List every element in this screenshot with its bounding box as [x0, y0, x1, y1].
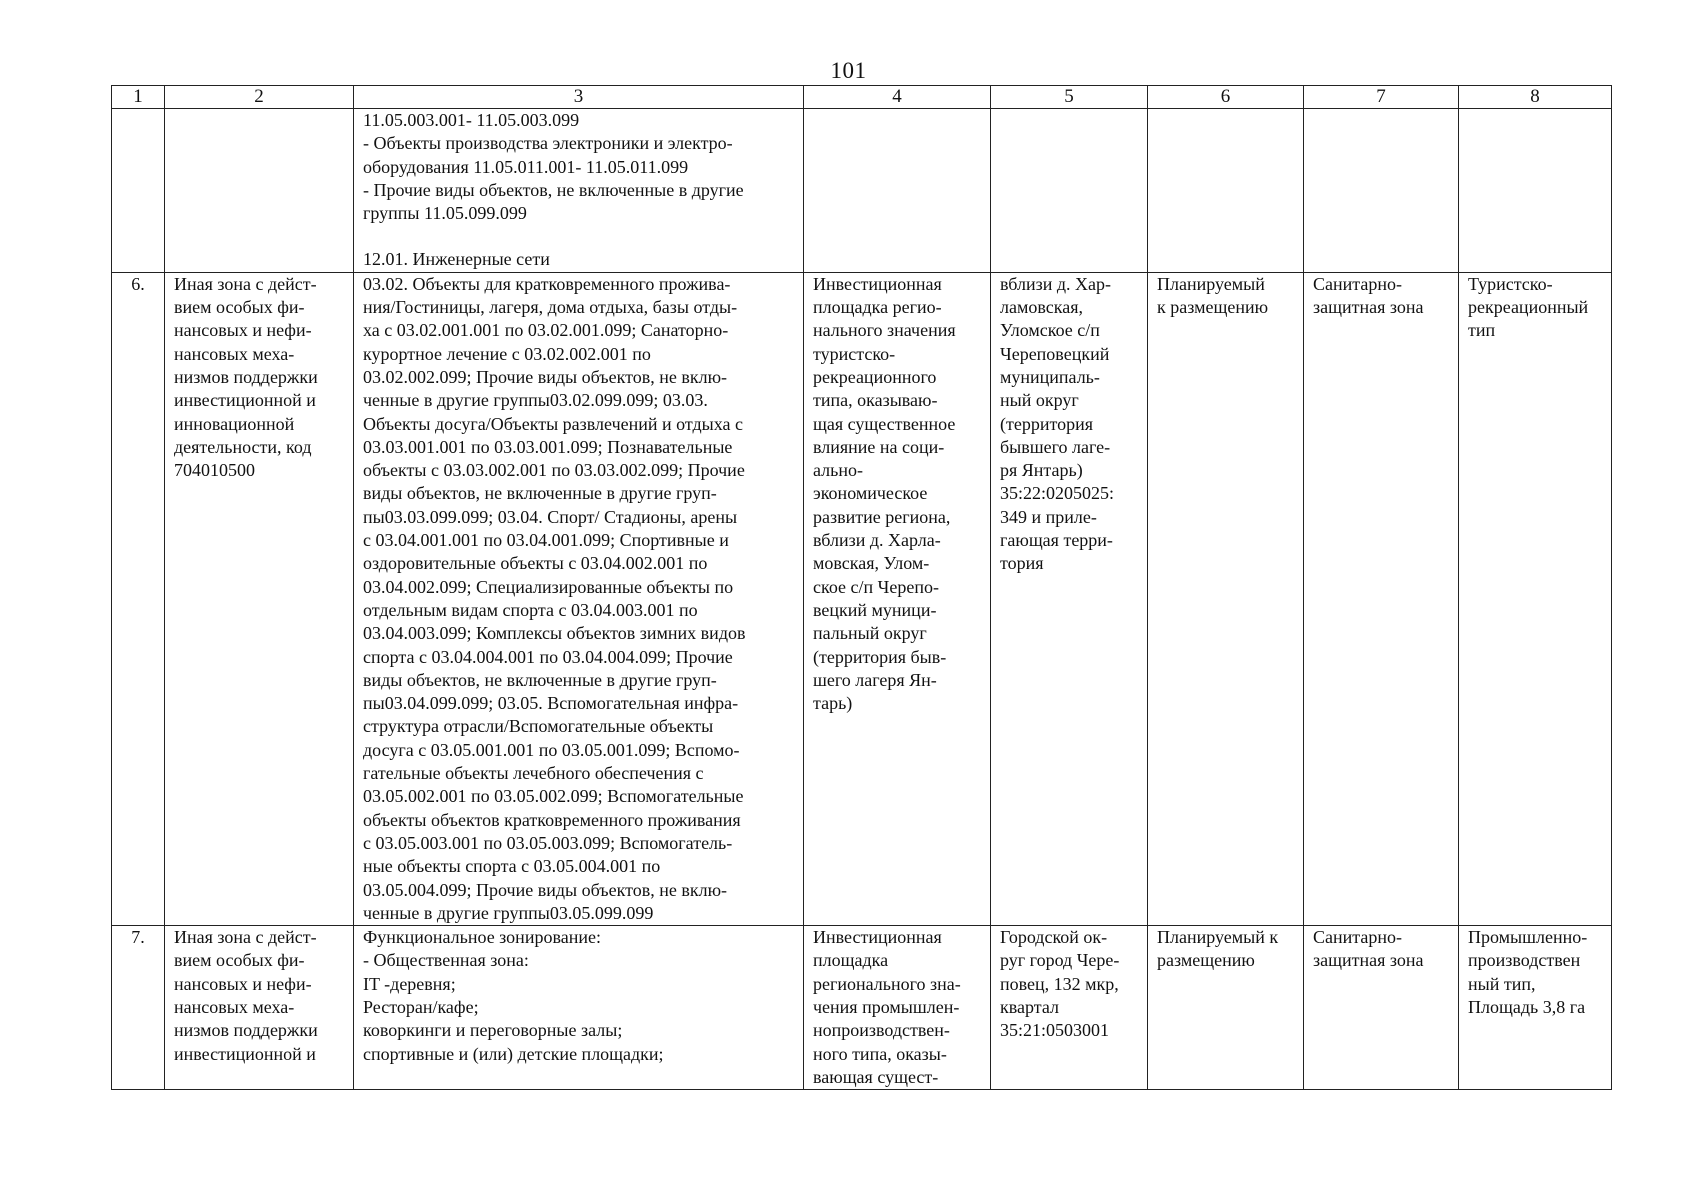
- row6-status: [1148, 272, 1304, 925]
- text-line: спортивные и (или) детские площадки;: [363, 1043, 664, 1064]
- cont-engineering-networks: 12.01. Инженерные сети: [363, 249, 550, 270]
- text-line: курортное лечение с 03.02.002.001 по: [363, 343, 651, 364]
- text-line: Планируемый: [1157, 273, 1265, 294]
- text-line: к размещению: [1157, 297, 1269, 318]
- text-line: 03.04.002.099; Специализированные объекты по: [363, 576, 734, 597]
- text-line: (территория: [1000, 413, 1094, 434]
- text-line: досуга с 03.05.001.001 по 03.05.001.099; Вспомо-: [363, 739, 740, 760]
- text-line: руг город Чере-: [1000, 950, 1120, 971]
- text-line: Функциональное зонирование:: [363, 927, 601, 948]
- text-line: Городской ок-: [1000, 927, 1108, 948]
- text-line: типа, оказываю-: [813, 390, 938, 411]
- text-line: 11.05.003.001- 11.05.003.099: [363, 110, 580, 130]
- text-line: 03.02. Объекты для кратковременного прожива-: [363, 273, 731, 294]
- text-line: вающая сущест-: [813, 1066, 939, 1087]
- text-line: ря Янтарь): [1000, 460, 1083, 481]
- cont-cell-1: [112, 109, 165, 273]
- text-line: бывшего лаге-: [1000, 436, 1111, 457]
- text-line: тип: [1468, 320, 1496, 341]
- text-line: ный тип,: [1468, 973, 1536, 994]
- text-line: площадка: [813, 950, 889, 971]
- text-line: спорта с 03.04.004.001 по 03.04.004.099; Прочие: [363, 646, 733, 667]
- text-line: Иная зона с дейст-: [174, 927, 317, 948]
- text-line: ный округ: [1000, 390, 1079, 411]
- text-line: квартал: [1000, 996, 1059, 1017]
- text-line: оздоровительные объекты с 03.04.002.001 по: [363, 553, 708, 574]
- text-line: 704010500: [174, 460, 255, 481]
- text-line: деятельности, код: [174, 436, 312, 457]
- text-line: Объекты досуга/Объекты развлечений и отдыха с: [363, 413, 744, 434]
- text-line: производствен: [1468, 950, 1581, 971]
- row6-zone-type: [1304, 272, 1459, 925]
- text-line: вблизи д. Харла-: [813, 530, 941, 551]
- text-line: вием особых фи-: [174, 950, 305, 971]
- text-line: мовская, Улом-: [813, 553, 930, 574]
- text-line: тория: [1000, 553, 1044, 574]
- text-line: пальный округ: [813, 623, 927, 644]
- text-line: защитная зона: [1313, 950, 1424, 971]
- header-col-6: 6: [1148, 86, 1304, 109]
- text-line: вием особых фи-: [174, 297, 305, 318]
- text-line: шего лагеря Ян-: [813, 669, 937, 690]
- text-line: ламовская,: [1000, 297, 1083, 318]
- text-line: отдельным видам спорта с 03.04.003.001 по: [363, 599, 698, 620]
- text-line: Планируемый к: [1157, 927, 1279, 948]
- header-row: [112, 86, 1612, 109]
- cont-object-list: [363, 109, 794, 225]
- cont-cell-7: [1304, 109, 1459, 273]
- text-line: экономическое: [813, 483, 928, 504]
- text-line: Ресторан/кафе;: [363, 996, 479, 1017]
- text-line: - Прочие виды объектов, не включенные в другие: [363, 179, 744, 200]
- text-line: размещению: [1157, 950, 1255, 971]
- text-line: 35:22:0205025:: [1000, 483, 1115, 504]
- text-line: гающая терри-: [1000, 530, 1113, 551]
- text-line: рекреационный: [1468, 297, 1589, 318]
- text-line: Инвестиционная: [813, 273, 942, 294]
- text-line: муниципаль-: [1000, 366, 1100, 387]
- table-row-7: [112, 926, 1612, 1090]
- text-line: виды объектов, не включенные в другие груп-: [363, 669, 717, 690]
- row7-status: [1148, 926, 1304, 1090]
- text-line: 03.02.002.099; Прочие виды объектов, не вклю-: [363, 366, 728, 387]
- text-line: с 03.05.003.001 по 03.05.003.099; Вспомогатель-: [363, 832, 733, 853]
- text-line: Туристско-: [1468, 273, 1553, 294]
- row6-object-types: [354, 272, 804, 925]
- text-line: вецкий муници-: [813, 599, 937, 620]
- text-line: 349 и приле-: [1000, 506, 1097, 527]
- text-line: ченные в другие группы03.02.099.099; 03.03.: [363, 390, 708, 411]
- cont-cell-2: [165, 109, 354, 273]
- text-line: инновационной: [174, 413, 295, 434]
- text-line: ченные в другие группы03.05.099.099: [363, 902, 654, 923]
- text-line: развитие региона,: [813, 506, 951, 527]
- header-col-7: 7: [1304, 86, 1459, 109]
- row7-number: 7.: [112, 926, 165, 1090]
- text-line: низмов поддержки: [174, 1020, 318, 1041]
- text-line: тарь): [813, 693, 853, 714]
- text-line: нансовых меха-: [174, 343, 295, 364]
- text-line: с 03.04.001.001 по 03.04.001.099; Спортивные и: [363, 530, 729, 551]
- text-line: - Общественная зона:: [363, 950, 529, 971]
- text-line: Площадь 3,8 га: [1468, 996, 1586, 1017]
- header-col-3: 3: [354, 86, 804, 109]
- text-line: гательные объекты лечебного обеспечения с: [363, 763, 704, 784]
- text-line: коворкинги и переговорные залы;: [363, 1020, 623, 1041]
- text-line: оборудования 11.05.011.001- 11.05.011.099: [363, 156, 689, 177]
- text-line: ально-: [813, 460, 863, 481]
- header-col-2: 2: [165, 86, 354, 109]
- cont-cell-8: [1459, 109, 1612, 273]
- text-line: Череповецкий: [1000, 343, 1110, 364]
- text-line: пы03.03.099.099; 03.04. Спорт/ Стадионы, арены: [363, 506, 738, 527]
- text-line: 03.04.003.099; Комплексы объектов зимних видов: [363, 623, 746, 644]
- text-line: 03.03.001.001 по 03.03.001.099; Познавательные: [363, 436, 733, 457]
- text-line: 03.05.002.001 по 03.05.002.099; Вспомогательные: [363, 786, 744, 807]
- text-line: инвестиционной и: [174, 390, 316, 411]
- text-line: рекреационного: [813, 366, 937, 387]
- zones-table: [111, 85, 1612, 1090]
- cont-cell-6: [1148, 109, 1304, 273]
- text-line: ния/Гостиницы, лагеря, дома отдыха, базы отды-: [363, 297, 738, 318]
- text-line: 35:21:0503001: [1000, 1020, 1110, 1041]
- header-col-1: 1: [112, 86, 165, 109]
- text-line: защитная зона: [1313, 297, 1424, 318]
- text-line: щая существенное: [813, 413, 956, 434]
- text-line: нального значения: [813, 320, 956, 341]
- text-line: Промышленно-: [1468, 927, 1588, 948]
- cont-cell-4: [804, 109, 991, 273]
- text-line: низмов поддержки: [174, 366, 318, 387]
- row6-site-type: [1459, 272, 1612, 925]
- row6-location: [991, 272, 1148, 925]
- text-line: инвестиционной и: [174, 1043, 316, 1064]
- text-line: нопроизводствен-: [813, 1020, 950, 1041]
- table-row-6: [112, 272, 1612, 925]
- header-col-4: 4: [804, 86, 991, 109]
- text-line: пы03.04.099.099; 03.05. Вспомогательная инфра-: [363, 693, 739, 714]
- cont-cell-3: [354, 109, 804, 273]
- page-number: 101: [830, 58, 867, 83]
- header-col-8: 8: [1459, 86, 1612, 109]
- text-line: объекты объектов кратковременного проживания: [363, 809, 741, 830]
- text-line: влияние на соци-: [813, 436, 945, 457]
- text-line: (территория быв-: [813, 646, 947, 667]
- text-line: ные объекты спорта с 03.05.004.001 по: [363, 856, 661, 877]
- cont-cell-5: [991, 109, 1148, 273]
- row6-number: 6.: [112, 272, 165, 925]
- continuation-row: [112, 109, 1612, 273]
- text-line: вблизи д. Хар-: [1000, 273, 1111, 294]
- text-line: Уломское с/п: [1000, 320, 1100, 341]
- header-col-5: 5: [991, 86, 1148, 109]
- text-line: регионального зна-: [813, 973, 961, 994]
- text-line: - Объекты производства электроники и электро-: [363, 133, 733, 154]
- row7-zone-name: [165, 926, 354, 1090]
- text-line: чения промышлен-: [813, 996, 960, 1017]
- text-line: ское с/п Черепо-: [813, 576, 939, 597]
- text-line: виды объектов, не включенные в другие груп-: [363, 483, 717, 504]
- text-line: повец, 132 мкр,: [1000, 973, 1119, 994]
- text-line: Иная зона с дейст-: [174, 273, 317, 294]
- text-line: нансовых меха-: [174, 996, 295, 1017]
- text-line: Инвестиционная: [813, 927, 942, 948]
- text-line: туристско-: [813, 343, 896, 364]
- text-line: 03.05.004.099; Прочие виды объектов, не вклю-: [363, 879, 728, 900]
- row7-site-type: [1459, 926, 1612, 1090]
- text-line: группы 11.05.099.099: [363, 203, 527, 224]
- text-line: нансовых и нефи-: [174, 320, 312, 341]
- row6-description: [804, 272, 991, 925]
- row7-location: [991, 926, 1148, 1090]
- row6-zone-name: [165, 272, 354, 925]
- cont-gap: [363, 225, 794, 248]
- text-line: ного типа, оказы-: [813, 1043, 947, 1064]
- text-line: нансовых и нефи-: [174, 973, 312, 994]
- text-line: IT -деревня;: [363, 973, 456, 994]
- text-line: Санитарно-: [1313, 273, 1402, 294]
- text-line: объекты с 03.03.002.001 по 03.03.002.099; Прочие: [363, 460, 745, 481]
- row7-description: [804, 926, 991, 1090]
- text-line: Санитарно-: [1313, 927, 1402, 948]
- row7-zone-type: [1304, 926, 1459, 1090]
- row7-zoning: [354, 926, 804, 1090]
- text-line: структура отрасли/Вспомогательные объекты: [363, 716, 714, 737]
- text-line: площадка регио-: [813, 297, 942, 318]
- text-line: ха с 03.02.001.001 по 03.02.001.099; Санаторно-: [363, 320, 729, 341]
